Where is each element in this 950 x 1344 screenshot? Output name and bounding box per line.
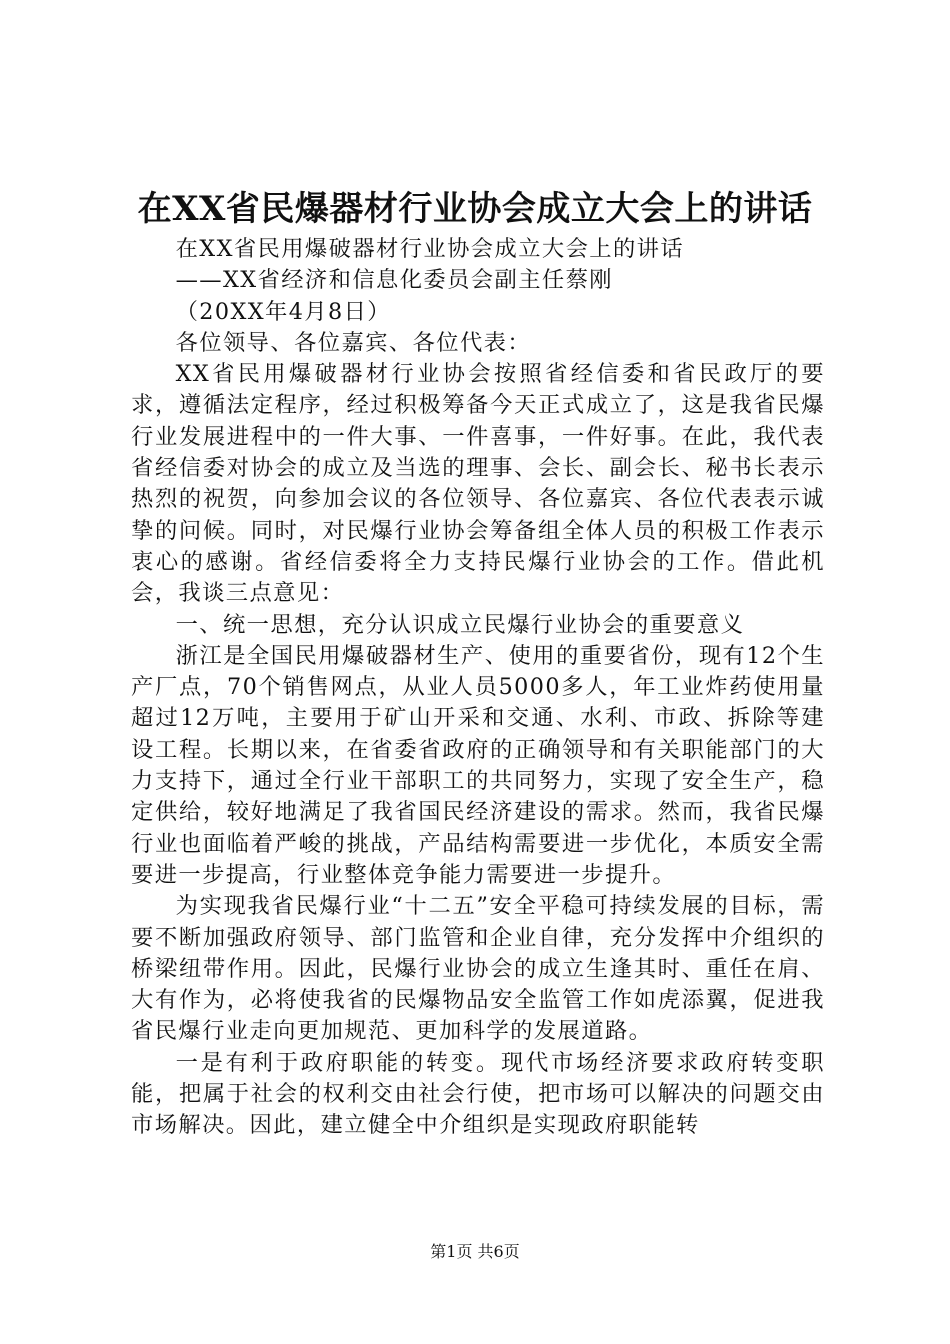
speech-heading: 在XX省民用爆破器材行业协会成立大会上的讲话 — [175, 236, 685, 262]
document-title: 在XX省民爆器材行业协会成立大会上的讲话 — [137, 189, 813, 229]
paragraph: 浙江是全国民用爆破器材生产、使用的重要省份，现有12个生产厂点，70个销售网点，从业人员5000多人，年工业炸药使用量超过12万吨，主要用于矿山开采和交通、水利、市政、拆除等建设工程。长期以来，在省委省政府的正确领导和有关职能部门的大力支持下，通过全行业干部职工的共同努力，实现了安全生产，稳定供给，较好地满足了我省国民经济建设的需求。然而，我省民爆行业也面临着严峻的挑战，产品结构需要进一步优化，本质安全需要进一步提高，行业整体竞争能力需要进一步提升。 — [131, 642, 825, 888]
paragraph: 一是有利于政府职能的转变。现代市场经济要求政府转变职能，把属于社会的权利交由社会行使，把市场可以解决的问题交由市场解决。因此，建立健全中介组织是实现政府职能转 — [131, 1049, 825, 1139]
salutation: 各位领导、各位嘉宾、各位代表： — [175, 329, 532, 356]
page-number: 第1页 共6页 — [430, 1242, 520, 1261]
paragraph: XX省民用爆破器材行业协会按照省经信委和省民政厅的要求，遵循法定程序，经过积极筹备今天正式成立了，这是我省民爆行业发展进程中的一件大事、一件喜事，一件好事。在此，我代表省经信委对协会的成立及当选的理事、会长、副会长、秘书长表示热烈的祝贺，向参加会议的各位领导、各位嘉宾、各位代表表示诚挚的问候。同时，对民爆行业协会筹备组全体人员的积极工作表示衷心的感谢。省经信委将全力支持民爆行业协会的工作。借此机会，我谈三点意见： — [131, 361, 825, 607]
speaker-line: ——XX省经济和信息化委员会副主任蔡刚 — [175, 267, 613, 294]
document-body — [131, 234, 825, 1142]
paragraph: 为实现我省民爆行业“十二五”安全平稳可持续发展的目标，需要不断加强政府领导、部门监管和企业自律，充分发挥中介组织的桥梁纽带作用。因此，民爆行业协会的成立生逢其时、重任在肩、大有作为，必将使我省的民爆物品安全监管工作如虎添翼，促进我省民爆行业走向更加规范、更加科学的发展道路。 — [131, 893, 825, 1045]
section-heading: 一、统一思想，充分认识成立民爆行业协会的重要意义 — [175, 611, 745, 638]
date-line: （20XX年4月8日） — [175, 298, 391, 325]
